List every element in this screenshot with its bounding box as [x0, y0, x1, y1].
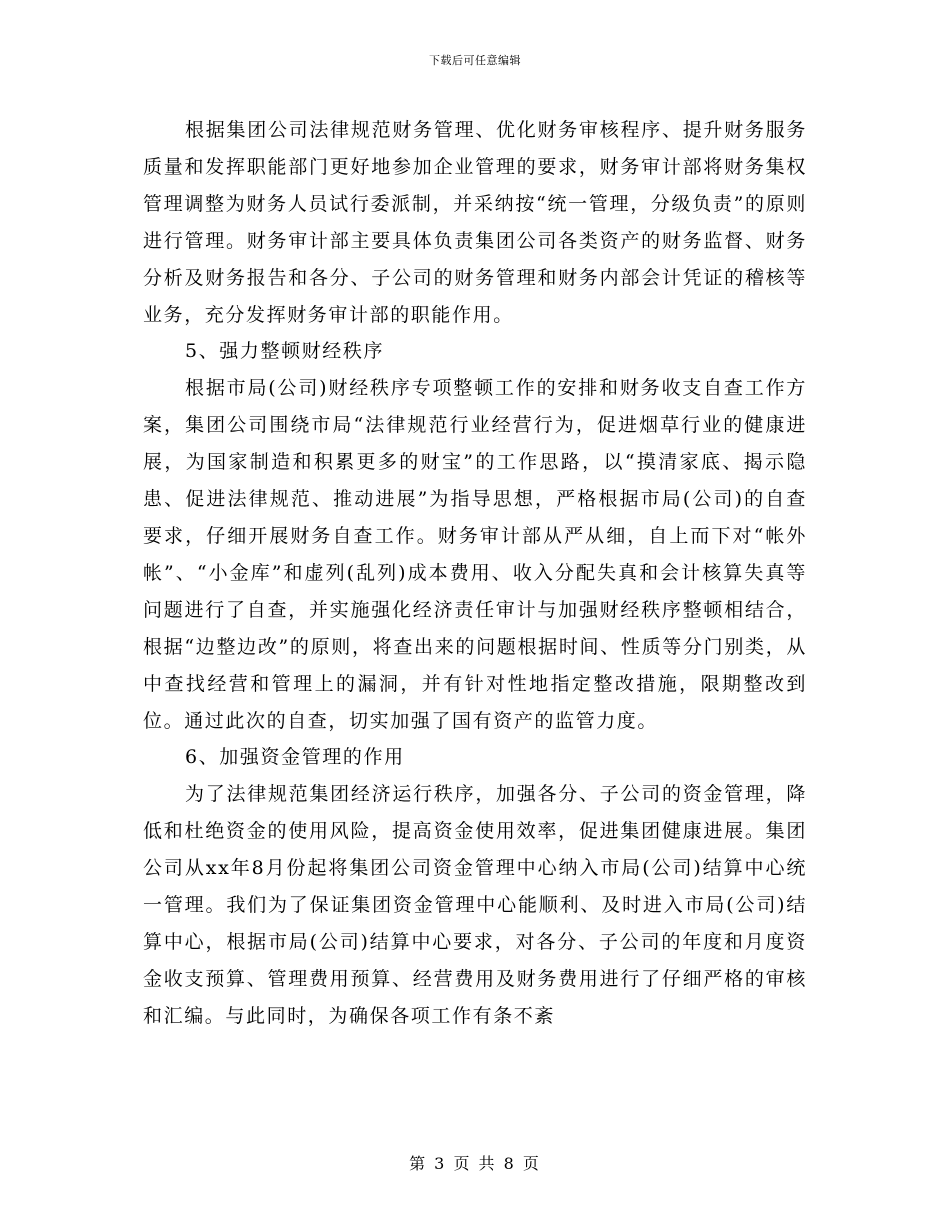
page-number-footer: 第 3 页 共 8 页 [409, 1154, 541, 1173]
page-header: 下载后可任意编辑 [429, 54, 521, 67]
paragraph-financial-management: 根据集团公司法律规范财务管理、优化财务审核程序、提升财务服务质量和发挥职能部门更好地参加企业管理的要求，财务审计部将财务集权管理调整为财务人员试行委派制，并采纳按“统一管理，分级负责”的原则进行管理。财务审计部主要具体负责集团公司各类资产的财务监督、财务分析及财务报告和各分、子公司的财务管理和财务内部会计凭证的稽核等业务，充分发挥财务审计部的职能作用。 [143, 119, 807, 326]
paragraph-fund-management: 为了法律规范集团经济运行秩序，加强各分、子公司的资金管理，降低和杜绝资金的使用风险，提高资金使用效率，促进集团健康进展。集团公司从xx年8月份起将集团公司资金管理中心纳入市局(公司)结算中心统一管理。我们为了保证集团资金管理中心能顺利、及时进入市局(公司)结算中心，根据市局(公司)结算中心要求，对各分、子公司的年度和月度资金收支预算、管理费用预算、经营费用及财务费用进行了仔细严格的审核和汇编。与此同时，为确保各项工作有条不紊 [143, 783, 807, 1027]
section-heading-6: 6、加强资金管理的作用 [185, 746, 405, 769]
section-heading-5: 5、强力整顿财经秩序 [185, 340, 385, 363]
document-body [143, 112, 807, 1035]
paragraph-financial-order: 根据市局(公司)财经秩序专项整顿工作的安排和财务收支自查工作方案，集团公司围绕市局“法律规范行业经营行为，促进烟草行业的健康进展，为国家制造和积累更多的财宝”的工作思路，以“摸清家底、揭示隐患、促进法律规范、推动进展”为指导思想，严格根据市局(公司)的自查要求，仔细开展财务自查工作。财务审计部从严从细，自上而下对“帐外帐”、“小金库”和虚列(乱列)成本费用、收入分配失真和会计核算失真等问题进行了自查，并实施强化经济责任审计与加强财经秩序整顿相结合，根据“边整边改”的原则，将查出来的问题根据时间、性质等分门别类，从中查找经营和管理上的漏洞，并有针对性地指定整改措施，限期整改到位。通过此次的自查，切实加强了国有资产的监管力度。 [143, 377, 807, 732]
